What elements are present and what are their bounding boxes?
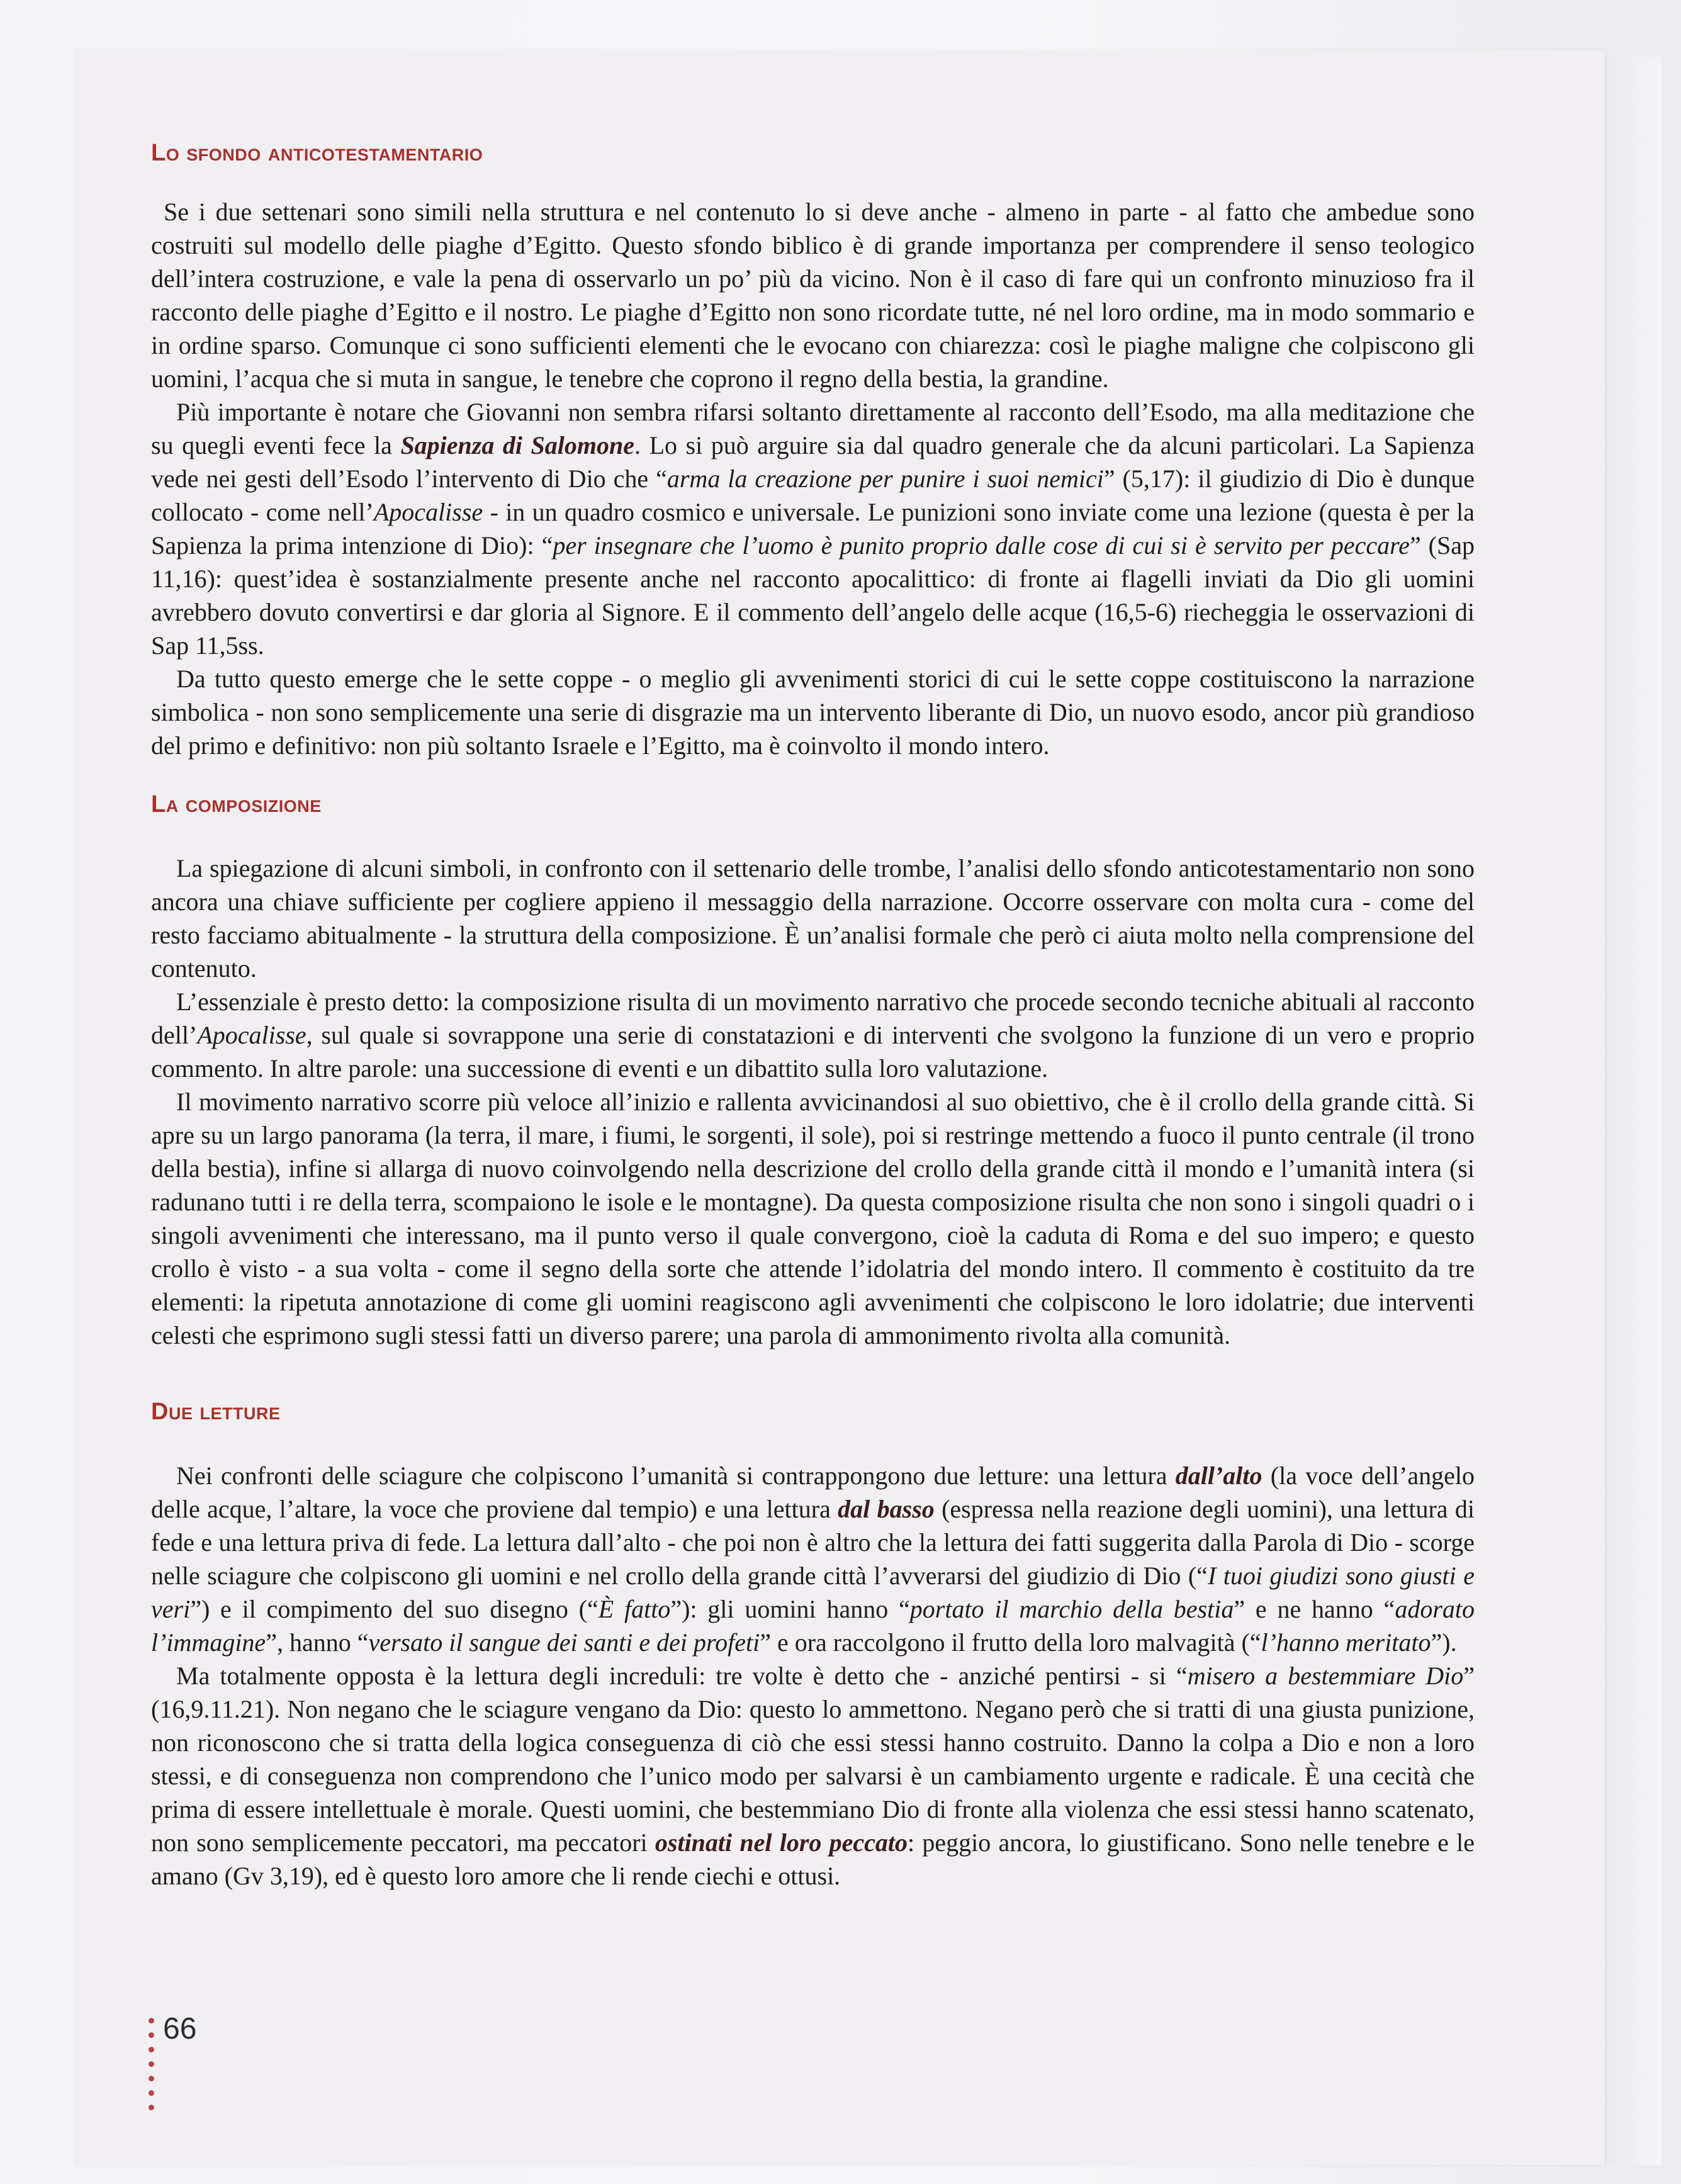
emphasis-text: dall’alto [1175,1461,1262,1490]
heading-sfondo: Lo sfondo anticotestamentario [151,140,483,166]
italic-text: Apocalisse [373,498,483,526]
text-run: Più importante è notare che Giovanni non sembra rifarsi soltanto direttamente al racconto dell’Esodo, ma alla meditazione che su quegli eventi fece la [151,398,1475,459]
paragraph [151,1085,1475,1352]
text-run: L’essenziale è presto detto: la composizione risulta di un movimento narrativo che procede secondo tecniche abituali al racconto dell’ [151,988,1475,1049]
heading-composizione: La composizione [151,791,322,818]
paragraph [151,985,1475,1085]
italic-text: È fatto [598,1595,671,1623]
text-run: ”) e il compimento del suo disegno (“ [190,1595,599,1623]
emphasis-text: dal basso [838,1495,935,1523]
paragraph [151,852,1475,985]
text-run: ”). [1431,1628,1457,1657]
decorative-dots-icon [149,2018,154,2110]
page-footer [149,2013,196,2110]
heading-due-letture: Due letture [151,1399,281,1425]
paragraph [151,1659,1475,1893]
text-run: Da tutto questo emerge che le sette coppe - o meglio gli avvenimenti storici di cui le sette coppe costituiscono la narrazione simbolica - non sono semplicemente una serie di disgrazie ma un intervento liberante di Dio, un nuovo esodo, ancor più grandioso del primo e definitivo: non più soltanto Israele e l’Egitto, ma è coinvolto il mondo intero. [151,665,1475,760]
italic-text: arma la creazione per punire i suoi nemici [666,464,1104,493]
italic-text: Apocalisse [197,1021,306,1049]
italic-text: adorato l’immagine [151,1595,1475,1657]
page-content [151,137,1475,1893]
italic-text: I tuoi giudizi sono giusti e veri [151,1562,1475,1623]
text-run: ”): gli uomini hanno “ [670,1595,910,1623]
text-run: (espressa nella reazione degli uomini), una lettura di fede e una lettura priva di fede. La lettura dall’alto - che poi non è altro che la lettura dei fatti suggerita dalla Parola di Dio - scorge nelle sciagure che colpiscono gli uomini e nel crollo della grande città l’avverarsi del giudizio di Dio (“ [151,1495,1475,1590]
text-run: : peggio ancora, lo giustificano. Sono nelle tenebre e le amano (Gv 3,19), ed è questo loro amore che li rende ciechi e ottusi. [151,1828,1475,1890]
page-number: 66 [163,2012,197,2046]
italic-text: per insegnare che l’uomo è punito proprio dalle cose di cui si è servito per peccare [553,531,1410,560]
text-run: (la voce dell’angelo delle acque, l’altare, la voce che proviene dal tempio) e una lettura [151,1461,1475,1523]
text-run: , sul quale si sovrappone una serie di constatazioni e di interventi che svolgono la funzione di un vero e proprio commento. In altre parole: una successione di eventi e un dibattito sulla loro valutazione. [151,1021,1475,1083]
italic-text: portato il marchio della bestia [909,1595,1234,1623]
text-run: ”, hanno “ [266,1628,369,1657]
text-run: ” e ora raccolgono il frutto della loro malvagità (“ [760,1628,1261,1657]
paragraph [151,1459,1475,1659]
italic-text: misero a bestemmiare Dio [1187,1662,1464,1690]
text-run: Nei confronti delle sciagure che colpiscono l’umanità si contrappongono due letture: una lettura [176,1461,1176,1490]
text-run: La spiegazione di alcuni simboli, in confronto con il settenario delle trombe, l’analisi dello sfondo anticotestamentario non sono ancora una chiave sufficiente per cogliere appieno il messaggio della narrazione. Occorre osservare con molta cura - come del resto facciamo abitualmente - la struttura della composizione. È un’analisi formale che però ci aiuta molto nella comprensione del contenuto. [151,854,1475,982]
text-run: - in un quadro cosmico e universale. Le punizioni sono inviate come una lezione (questa è per la Sapienza la prima intenzione di Dio): “ [151,498,1475,560]
emphasis-text: Sapienza di Salomone [400,431,635,459]
text-run: ” (Sap 11,16): quest’idea è sostanzialmente presente anche nel racconto apocalittico: di fronte ai flagelli inviati da Dio gli uomini avrebbero dovuto convertirsi e dar gloria al Signore. E il commento dell’angelo delle acque (16,5-6) riecheggia le osservazioni di Sap 11,5ss. [151,531,1475,660]
paragraph [151,395,1475,662]
italic-text: l’hanno meritato [1261,1628,1431,1657]
text-run: Il movimento narrativo scorre più veloce all’inizio e rallenta avvicinandosi al suo obiettivo, che è il crollo della grande città. Si apre su un largo panorama (la terra, il mare, i fiumi, le sorgenti, il sole), poi si restringe mettendo a fuoco il punto centrale (il trono della bestia), infine si allarga di nuovo coinvolgendo nella descrizione del crollo della grande città il mondo e l’umanità intera (si radunano tutti i re della terra, scompaiono le isole e le montagne). Da questa composizione risulta che non sono i singoli quadri o i singoli avvenimenti che interessano, ma il punto verso il quale convergono, cioè la caduta di Roma e del suo impero; e questo crollo è visto - a sua volta - come il segno della sorte che attende l’idolatria del mondo intero. Il commento è costituito da tre elementi: la ripetuta annotazione di come gli uomini reagiscono agli avvenimenti che colpiscono le loro idolatrie; due interventi celesti che esprimono sugli stessi fatti un diverso parere; una parola di ammonimento rivolta alla comunità. [151,1088,1475,1349]
text-run: Se i due settenari sono simili nella struttura e nel contenuto lo si deve anche - almeno in parte - al fatto che ambedue sono costruiti sul modello delle piaghe d’Egitto. Questo sfondo biblico è di grande importanza per comprendere il senso teologico dell’intera costruzione, e vale la pena di osservarlo un po’ più da vicino. Non è il caso di fare qui un confronto minuzioso fra il racconto delle piaghe d’Egitto e il nostro. Le piaghe d’Egitto non sono ricordate tutte, né nel loro ordine, ma in modo sommario e in ordine sparso. Comunque ci sono sufficienti elementi che le evocano con chiarezza: così le piaghe maligne che colpiscono gli uomini, l’acqua che si muta in sangue, le tenebre che coprono il regno della bestia, la grandine. [151,198,1475,393]
text-run: ” e ne hanno “ [1234,1595,1395,1623]
text-run: . Lo si può arguire sia dal quadro generale che da alcuni particolari. La Sapienza vede nei gesti dell’Esodo l’intervento di Dio che “ [151,431,1475,493]
text-run: ” (16,9.11.21). Non negano che le sciagure vengano da Dio: questo lo ammettono. Negano però che si tratti di una giusta punizione, non riconoscono che si tratta della logica conseguenza di ciò che essi stessi hanno costruito. Danno la colpa a Dio e non a loro stessi, e di conseguenza non comprendono che l’unico modo per salvarsi è un cambiamento urgente e radicale. È una cecità che prima di essere intellettuale è morale. Questi uomini, che bestemmiano Dio di fronte alla violenza che essi stessi hanno scatenato, non sono semplicemente peccatori, ma peccatori [151,1662,1475,1857]
text-run: Ma totalmente opposta è la lettura degli increduli: tre volte è detto che - anziché pentirsi - si “ [176,1662,1188,1690]
emphasis-text: ostinati nel loro peccato [655,1828,908,1857]
paragraph [151,195,1475,395]
text-run: ” (5,17): il giudizio di Dio è dunque collocato - come nell’ [151,464,1475,526]
italic-text: versato il sangue dei santi e dei profeti [368,1628,760,1657]
paragraph [151,662,1475,762]
